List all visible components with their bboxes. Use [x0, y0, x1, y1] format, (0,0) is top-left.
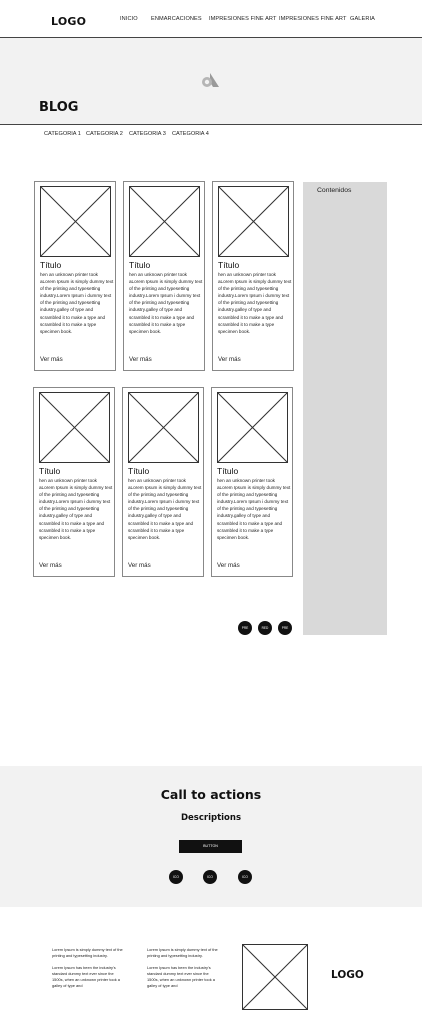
card-excerpt: hen an unknown printer took aLorem Ipsum is simply dummy text of the printing and typesetting industry.Lorem Ipsum i dummy text of the printing and typesetting industry.galley of type and scrambled it to make a type and scrambled it to make a type specimen book.: [217, 478, 291, 540]
cta-title: Call to actions: [160, 787, 262, 802]
blog-card[interactable]: [212, 181, 294, 371]
social-icon[interactable]: ICO: [203, 870, 217, 884]
category-3-link[interactable]: CATEGORIA 3: [129, 131, 166, 137]
sidebar-title: Contenidos: [317, 187, 352, 194]
card-image-placeholder: [217, 392, 288, 463]
page-title: BLOG: [39, 100, 79, 115]
category-2-link[interactable]: CATEGORIA 2: [86, 131, 123, 137]
blog-card[interactable]: [123, 181, 205, 371]
card-image-placeholder: [129, 186, 200, 257]
blog-card[interactable]: [34, 181, 116, 371]
footer-text-column: [147, 947, 219, 989]
cta-button[interactable]: BUTTON: [179, 840, 242, 853]
card-image-placeholder: [128, 392, 199, 463]
card-title: Título: [39, 466, 61, 476]
card-title: Título: [217, 466, 239, 476]
pagination-next-button[interactable]: PRE: [278, 621, 292, 635]
footer-logo[interactable]: LOGO: [331, 969, 364, 981]
nav-item-impresiones-fine-art[interactable]: IMPRESIONES FINE ART: [209, 16, 277, 22]
nav-item-enmarcaciones[interactable]: ENMARCACIONES: [151, 16, 202, 22]
card-read-more-link[interactable]: Ver más: [128, 562, 151, 569]
footer-text-column: [52, 947, 124, 989]
social-icon[interactable]: ICO: [169, 870, 183, 884]
card-title: Título: [218, 260, 240, 270]
site-logo[interactable]: LOGO: [51, 15, 87, 28]
social-icon[interactable]: ICO: [238, 870, 252, 884]
footer-paragraph: Lorem Ipsum is simply dummy text of the printing and typesetting industry.: [147, 947, 218, 958]
image-placeholder-icon: [200, 72, 220, 88]
blog-card[interactable]: [211, 387, 293, 577]
card-title: Título: [40, 260, 62, 270]
nav-item-inicio[interactable]: INICIO: [120, 16, 138, 22]
card-excerpt: hen an unknown printer took aLorem Ipsum is simply dummy text of the printing and typesetting industry.Lorem Ipsum i dummy text of the printing and typesetting industry.galley of type and scrambled it to make a type and scrambled it to make a type specimen book.: [129, 272, 203, 334]
hero-banner: [0, 37, 422, 125]
nav-item-impresiones-fine-art-2[interactable]: IMPRESIONES FINE ART: [279, 16, 347, 22]
pagination-page-button[interactable]: RED: [258, 621, 272, 635]
card-title: Título: [129, 260, 151, 270]
card-title: Título: [128, 466, 150, 476]
card-image-placeholder: [39, 392, 110, 463]
card-excerpt: hen an unknown printer took aLorem Ipsum is simply dummy text of the printing and typesetting industry.Lorem Ipsum i dummy text of the printing and typesetting industry.galley of type and scrambled it to make a type and scrambled it to make a type specimen book.: [39, 478, 113, 540]
card-excerpt: hen an unknown printer took aLorem Ipsum is simply dummy text of the printing and typesetting industry.Lorem Ipsum i dummy text of the printing and typesetting industry.galley of type and scrambled it to make a type and scrambled it to make a type specimen book.: [128, 478, 202, 540]
blog-card[interactable]: [122, 387, 204, 577]
category-1-link[interactable]: CATEGORIA 1: [44, 131, 81, 137]
footer-image-placeholder: [242, 944, 308, 1010]
card-read-more-link[interactable]: Ver más: [218, 356, 241, 363]
card-excerpt: hen an unknown printer took aLorem Ipsum is simply dummy text of the printing and typesetting industry.Lorem Ipsum i dummy text of the printing and typesetting industry.galley of type and scrambled it to make a type and scrambled it to make a type specimen book.: [40, 272, 114, 334]
site-footer: [0, 907, 422, 1024]
cta-description: Descriptions: [180, 813, 242, 823]
card-image-placeholder: [40, 186, 111, 257]
nav-item-galeria[interactable]: GALERIA: [350, 16, 375, 22]
category-4-link[interactable]: CATEGORIA 4: [172, 131, 209, 137]
card-excerpt: hen an unknown printer took aLorem Ipsum is simply dummy text of the printing and typesetting industry.Lorem Ipsum i dummy text of the printing and typesetting industry.galley of type and scrambled it to make a type and scrambled it to make a type specimen book.: [218, 272, 292, 334]
call-to-action-section: [0, 766, 422, 907]
card-read-more-link[interactable]: Ver más: [39, 562, 62, 569]
contents-sidebar: [303, 182, 387, 635]
card-read-more-link[interactable]: Ver más: [129, 356, 152, 363]
card-read-more-link[interactable]: Ver más: [40, 356, 63, 363]
card-read-more-link[interactable]: Ver más: [217, 562, 240, 569]
footer-paragraph: Lorem Ipsum has been the industry's standard dummy text ever since the 1500s, when an unknown printer took a galley of type and: [147, 965, 215, 988]
site-header: [0, 0, 422, 38]
card-image-placeholder: [218, 186, 289, 257]
blog-card[interactable]: [33, 387, 115, 577]
pagination-prev-button[interactable]: PRE: [238, 621, 252, 635]
footer-paragraph: Lorem Ipsum has been the industry's standard dummy text ever since the 1500s, when an unknown printer took a galley of type and: [52, 965, 120, 988]
footer-paragraph: Lorem Ipsum is simply dummy text of the printing and typesetting industry.: [52, 947, 123, 958]
